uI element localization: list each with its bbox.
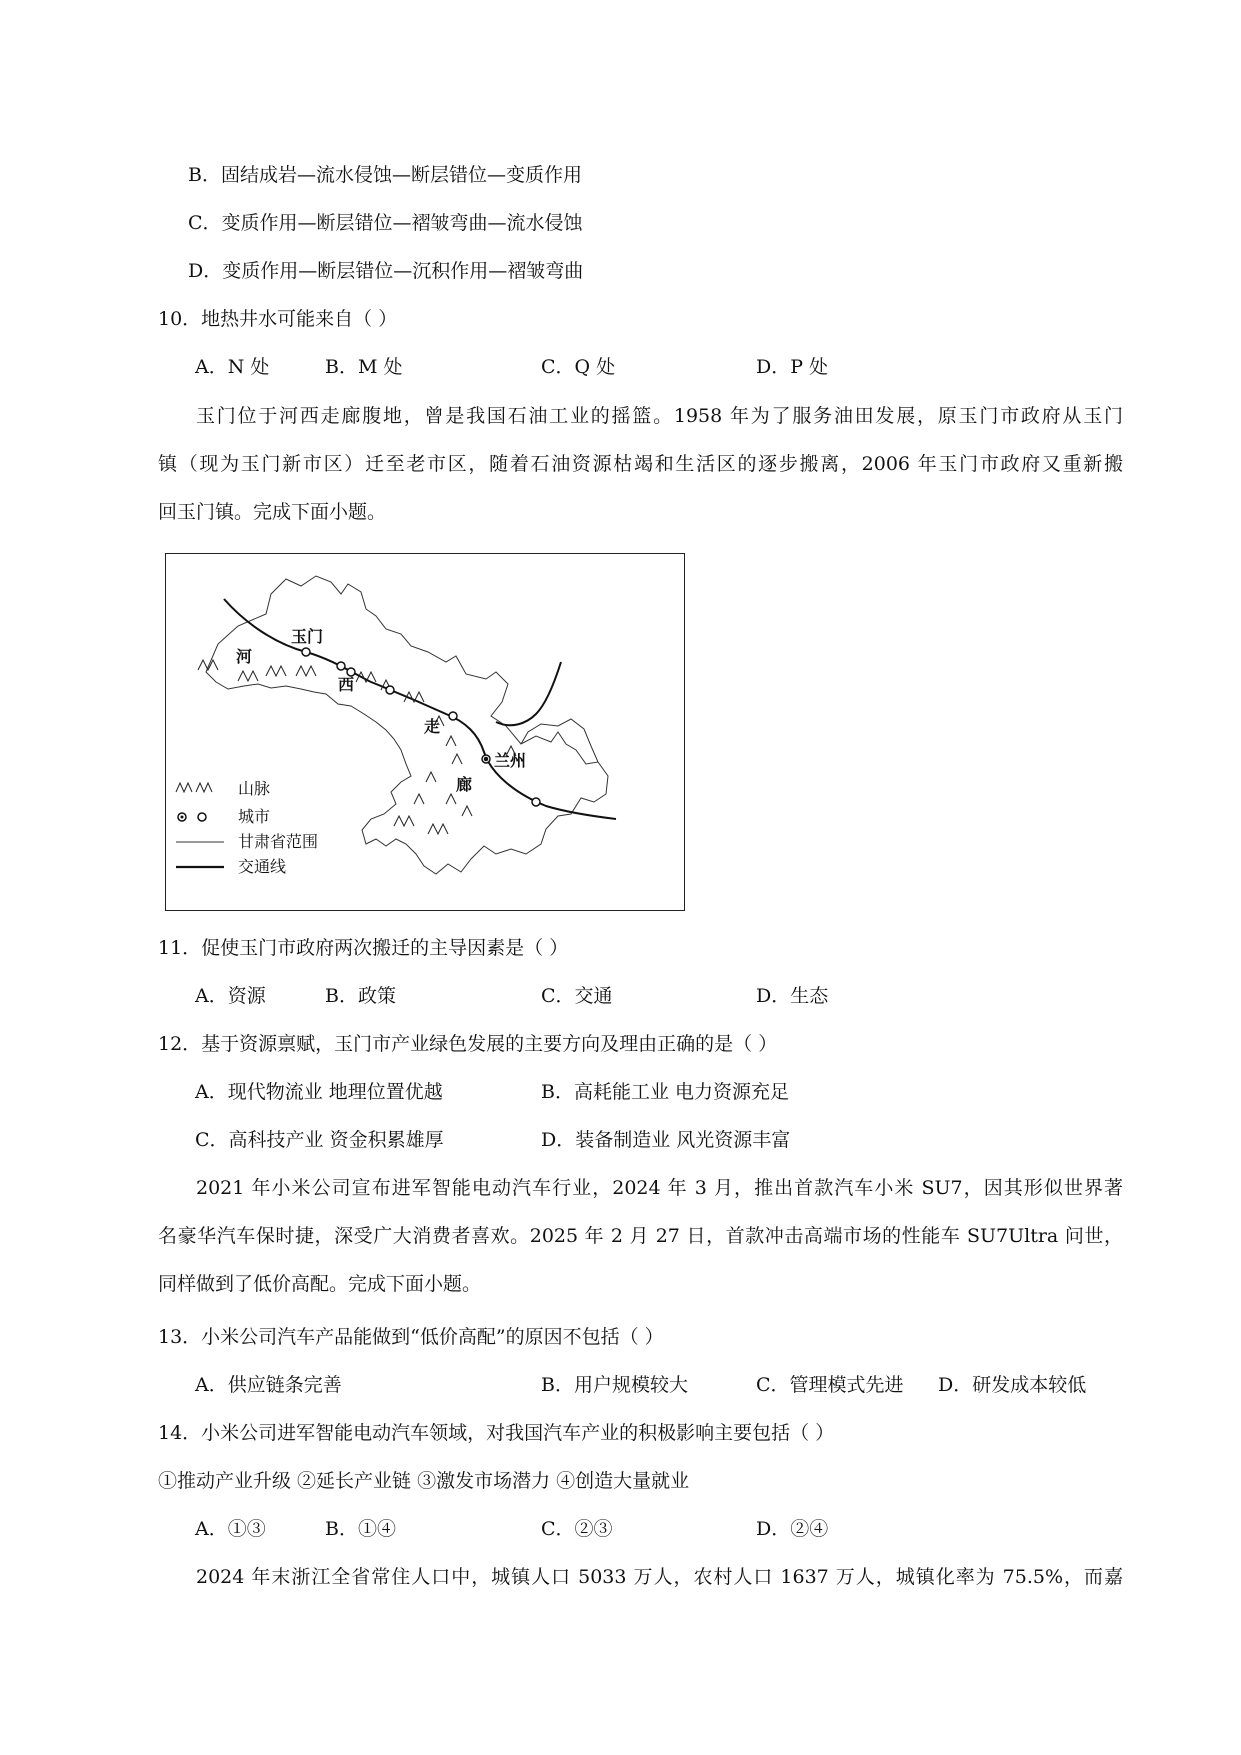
q10-option-a: A．N 处 [195,356,270,378]
passage-yumen-line-2: 镇（现为玉门新市区）迁至老市区，随着石油资源枯竭和生活区的逐步搬离，2006 年玉门市政府又重新搬 [158,453,1123,475]
q14-option-b: B．①④ [325,1518,396,1540]
passage-xiaomi [158,1164,1123,1308]
passage-zhejiang-line-1: 2024 年末浙江全省常住人口中，城镇人口 5033 万人，农村人口 1637 万人，城镇化率为 75.5%，而嘉 [196,1566,1123,1588]
gansu-map [166,554,683,909]
q11-option-c: C．交通 [541,985,613,1007]
q13-stem: 13．小米公司汽车产品能做到“低价高配”的原因不包括（ ） [158,1326,664,1348]
q11-option-d: D．生态 [756,985,829,1007]
legend-city: 城市 [238,807,271,826]
q12-option-a: A．现代物流业 地理位置优越 [195,1081,443,1103]
label-xi: 西 [338,675,355,694]
city-5 [449,712,457,720]
q10-option-d: D．P 处 [756,356,829,378]
q9-option-c: C．变质作用—断层错位—褶皱弯曲—流水侵蚀 [188,212,583,234]
q12-stem: 12．基于资源禀赋，玉门市产业绿色发展的主要方向及理由正确的是（ ） [158,1033,778,1055]
city-6 [532,798,540,806]
label-zou: 走 [424,717,441,736]
label-yumen: 玉门 [291,627,324,646]
q9-option-b: B．固结成岩—流水侵蚀—断层错位—变质作用 [188,164,582,186]
q12-option-c: C．高科技产业 资金积累雄厚 [195,1129,444,1151]
q9-option-d: D．变质作用—断层错位—沉积作用—褶皱弯曲 [188,260,584,282]
passage-xiaomi-line-1: 2021 年小米公司宣布进军智能电动汽车行业，2024 年 3 月，推出首款汽车小米 SU7，因其形似世界著 [196,1177,1123,1199]
label-lanzhou: 兰州 [494,751,527,770]
traffic-branch [496,662,561,725]
q14-option-d: D．②④ [756,1518,829,1540]
q10-stem: 10．地热井水可能来自（ ） [158,308,398,330]
q14-items: ①推动产业升级 ②延长产业链 ③激发市场潜力 ④创造大量就业 [158,1470,690,1492]
city-4 [386,686,394,694]
city-2 [337,662,345,670]
legend-traffic: 交通线 [238,857,287,876]
gansu-boundary-east [521,719,598,762]
passage-yumen [158,392,1123,536]
passage-zhejiang [158,1553,1123,1601]
q13-option-b: B．用户规模较大 [541,1374,688,1396]
legend-gansu: 甘肃省范围 [238,832,319,851]
city-lanzhou [482,755,490,763]
city-markers [302,648,540,806]
label-lang: 廊 [456,775,473,794]
map-legend [176,779,318,876]
q12-option-b: B．高耗能工业 电力资源充足 [541,1081,790,1103]
q13-option-a: A．供应链条完善 [195,1374,342,1396]
q10-option-b: B．M 处 [325,356,403,378]
passage-yumen-line-3: 回玉门镇。完成下面小题。 [158,501,387,523]
q11-option-a: A．资源 [195,985,266,1007]
q12-option-d: D．装备制造业 风光资源丰富 [541,1129,791,1151]
q14-option-a: A．①③ [195,1518,266,1540]
q11-option-b: B．政策 [325,985,396,1007]
legend-mountain: 山脉 [238,779,271,798]
label-he: 河 [236,647,253,666]
q11-stem: 11．促使玉门市政府两次搬迁的主导因素是（ ） [158,937,569,959]
q14-option-c: C．②③ [541,1518,613,1540]
q13-option-c: C．管理模式先进 [756,1374,904,1396]
passage-yumen-line-1: 玉门位于河西走廊腹地，曾是我国石油工业的摇篮。1958 年为了服务油田发展，原玉门市政府从玉门 [196,405,1123,427]
gansu-map-figure [165,553,685,911]
passage-xiaomi-line-2: 名豪华汽车保时捷，深受广大消费者喜欢。2025 年 2 月 27 日，首款冲击高端市场的性能车 SU7Ultra 问世， [158,1225,1123,1247]
legend-city-icon-2 [198,813,206,821]
q10-option-c: C．Q 处 [541,356,616,378]
q13-option-d: D．研发成本较低 [938,1374,1087,1396]
city-yumen [302,648,310,656]
traffic-line [224,599,616,819]
legend-mountain-icon [176,783,212,792]
q14-stem: 14．小米公司进军智能电动汽车领域，对我国汽车产业的积极影响主要包括（ ） [158,1422,835,1444]
passage-xiaomi-line-3: 同样做到了低价高配。完成下面小题。 [158,1273,482,1295]
